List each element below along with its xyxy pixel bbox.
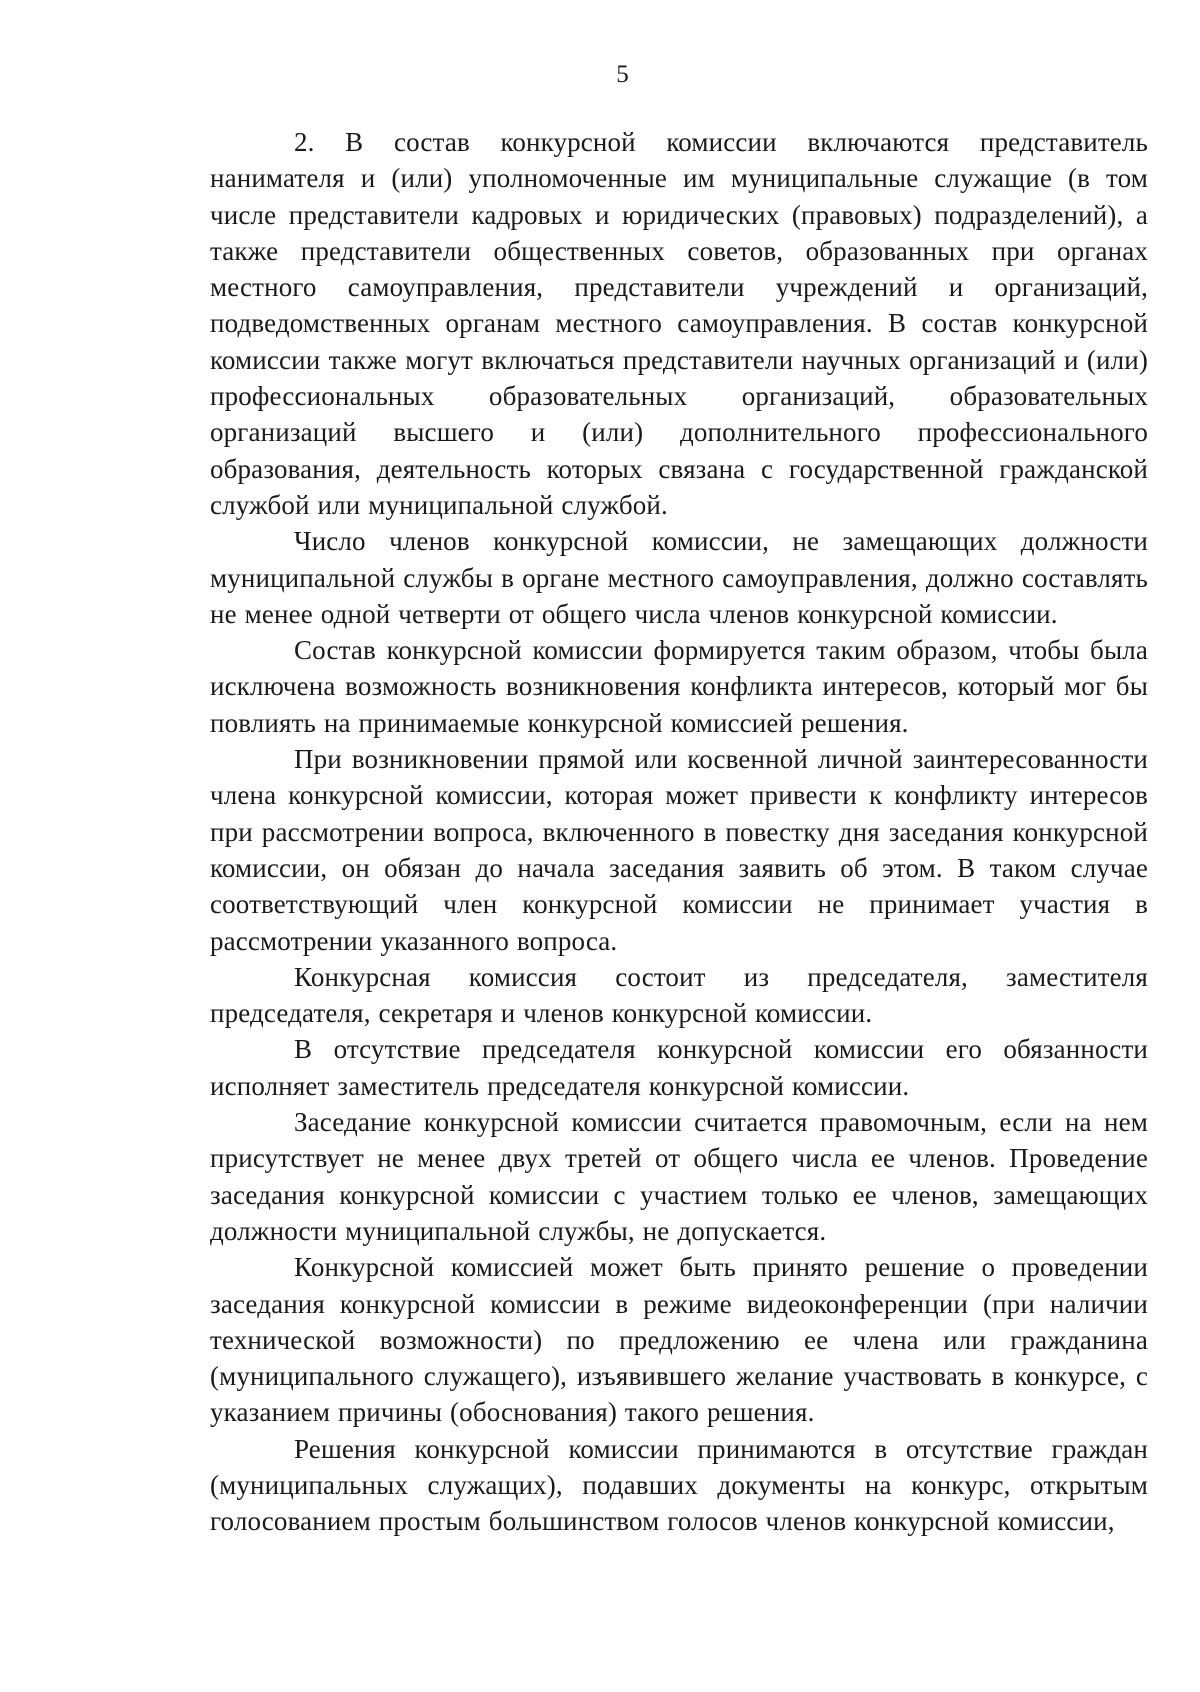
paragraph-commission-composition: 2. В состав конкурсной комиссии включаются представитель нанимателя и (или) уполномоченные им муниципальные служащие (в том числе представители кадровых и юридических (правовых) подразделений), а также представители общественных советов, образованных при органах местного самоуправления, представители учреждений и организаций, подведомственных органам местного самоуправления. В состав конкурсной комиссии также могут включаться представители научных организаций и (или) профессиональных образовательных организаций, образовательных организаций высшего и (или) дополнительного профессионального образования, деятельность которых связана с государственной гражданской службой или муниципальной службой. — [210, 127, 1148, 520]
document-body — [210, 124, 1148, 1540]
paragraph-personal-interest: При возникновении прямой или косвенной личной заинтересованности члена конкурсной комиссии, которая может привести к конфликту интересов при рассмотрении вопроса, включенного в повестку дня заседания конкурсной комиссии, он обязан до начала заседания заявить об этом. В таком случае соответствующий член конкурсной комиссии не принимает участия в рассмотрении указанного вопроса. — [210, 744, 1148, 956]
paragraph-videoconference: Конкурсной комиссией может быть принято решение о проведении заседания конкурсной комиссии в режиме видеоконференции (при наличии технической возможности) по предложению ее члена или гражданина (муниципального служащего), изъявившего желание участвовать в конкурсе, с указанием причины (обоснования) такого решения. — [210, 1252, 1148, 1428]
paragraph-commission-structure: Конкурсная комиссия состоит из председателя, заместителя председателя, секретаря и членов конкурсной комиссии. — [210, 961, 1148, 1029]
paragraph-chair-absence: В отсутствие председателя конкурсной комиссии его обязанности исполняет заместитель председателя конкурсной комиссии. — [210, 1034, 1148, 1101]
paragraph-members-quarter: Число членов конкурсной комиссии, не замещающих должности муниципальной службы в органе местного самоуправления, должно составлять не менее одной четверти от общего числа членов конкурсной комиссии. — [210, 526, 1148, 629]
paragraph-quorum: Заседание конкурсной комиссии считается правомочным, если на нем присутствует не менее двух третей от общего числа ее членов. Проведение заседания конкурсной комиссии с участием только ее членов, замещающих должности муниципальной службы, не допускается. — [210, 1107, 1148, 1246]
paragraph-decisions: Решения конкурсной комиссии принимаются в отсутствие граждан (муниципальных служащих), подавших документы на конкурс, открытым голосованием простым большинством голосов членов конкурсной комиссии, — [210, 1433, 1148, 1537]
paragraph-conflict-exclusion: Состав конкурсной комиссии формируется таким образом, чтобы была исключена возможность возникновения конфликта интересов, который мог бы повлиять на принимаемые конкурсной комиссией решения. — [210, 635, 1148, 738]
page-number: 5 — [616, 61, 629, 88]
